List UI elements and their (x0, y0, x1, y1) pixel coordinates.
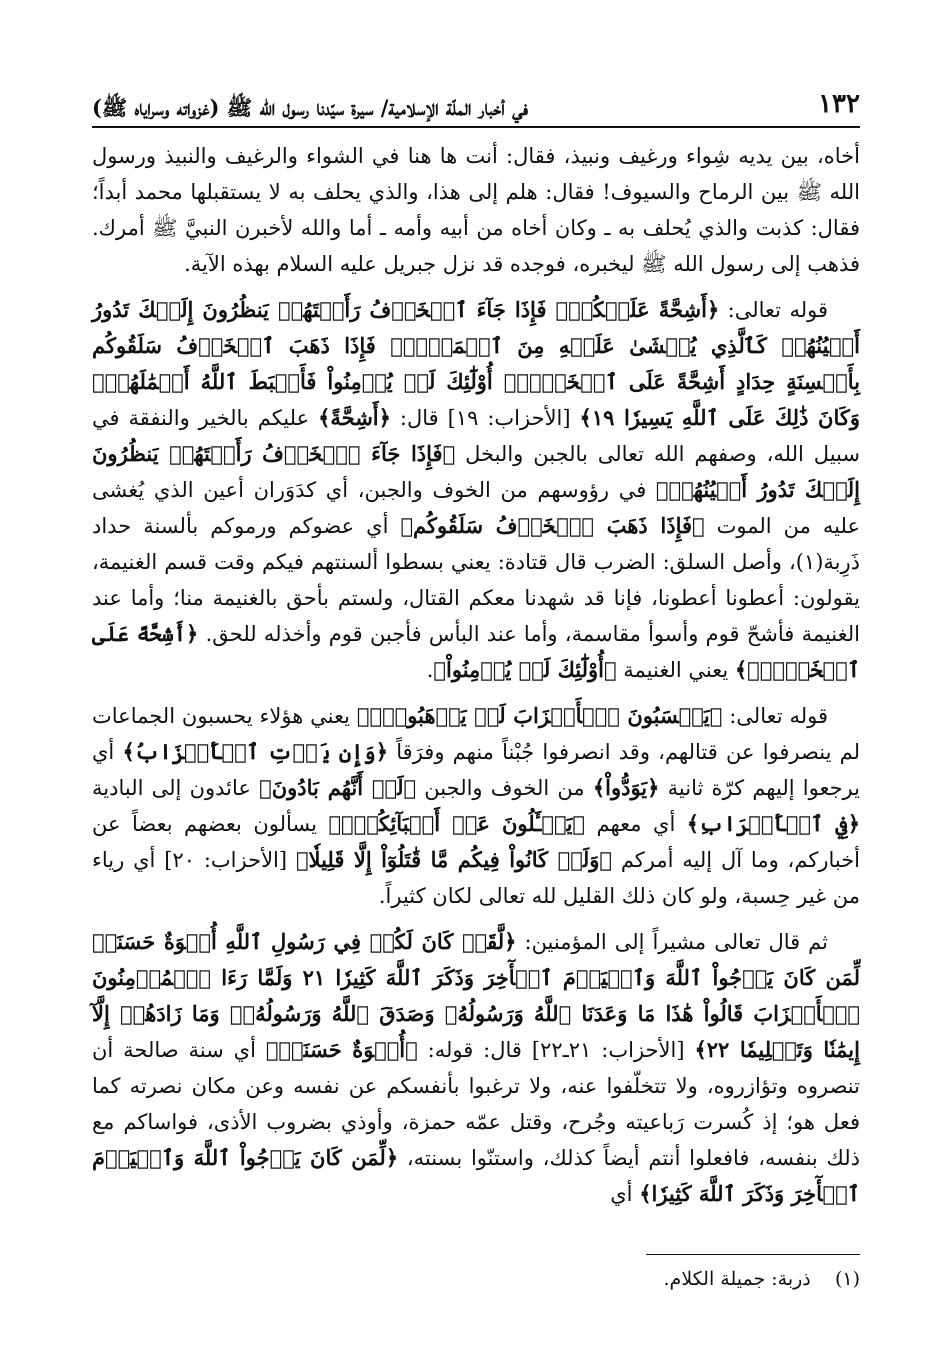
text-run: أي سنة صالحة أن تنصروه وتؤازروه، ولا تتخلّفوا عنه، ولا ترغبوا بأنفسكم عن نفسه وعن مكان نصرته كما فعل هو؛ إذ كُسرت رَباعيته وجُرح، وقتل عمّه حمزة، وأوذي بضروب الأذى، فواساكم مع ذلك بنفسه، فافعلوا أنتم أيضاً كذلك، واستنّوا بسنته، (92, 1038, 860, 1170)
text-run: ثم قال تعالى مشيراً إلى المؤمنين: (516, 930, 828, 954)
header-rule (92, 126, 860, 128)
footnote-rule (646, 1254, 860, 1255)
text-run: [الأحزاب: ٢١ـ٢٢] قال: قوله: (417, 1038, 695, 1062)
quran-quote: ﴿يَحۡسَبُونَ ٱلۡأَحۡزَابَ لَمۡ يَذۡهَبُواْۖ﴾ (356, 703, 723, 728)
page-number: ١٣٢ (818, 88, 860, 119)
quran-quote: ﴿أَشِحَّةً﴾ (318, 405, 391, 430)
text-run: [الأحزاب: ٢٠] أي رياء من غير حِسبة، ولو كان ذلك القليل لله تعالى لكان كثيراً. (92, 848, 860, 908)
footnote-number: (١) (834, 1268, 860, 1290)
footnote-text: ذربة: جميلة الكلام. (663, 1268, 811, 1290)
quran-quote: ﴿أُوْلَٰٓئِكَ لَمۡ يُؤۡمِنُواْ﴾ (433, 657, 617, 682)
text-run: . (426, 658, 434, 682)
text-run: قوله تعالى: (719, 298, 828, 322)
quran-quote: ﴿يَسۡـَٔلُونَ عَنۡ أَنۢبَآئِكُمۡۖ﴾ (328, 811, 586, 836)
quran-quote: ﴿فَإِذَا ذَهَبَ ٱلۡخَوۡفُ سَلَقُوكُم﴾ (400, 513, 705, 538)
running-title: في أخبار الملّة الإسلامية/ سيرة سيّدنا رسول الله ﷺ (غزواته وسراياه ﷺ) (92, 94, 529, 120)
text-run: قوله تعالى: (722, 704, 828, 728)
text-run: عائدون إلى البادية (92, 776, 260, 800)
text-run: أي (610, 1182, 640, 1206)
quran-quote: ﴿وَلَوۡ كَانُواْ فِيكُم مَّا قَٰتَلُوٓاْ إِلَّا قَلِيلٗا﴾ (295, 847, 612, 872)
page-header (92, 78, 860, 120)
quran-quote: ﴿لِّمَن كَانَ يَرۡجُواْ ٱللَّهَ وَٱلۡيَوۡمَ ٱلۡأٓخِرَ وَذَكَرَ ٱللَّهَ كَثِيرٗا﴾ (92, 1145, 860, 1206)
quran-quote: ﴿فَإِذَا جَآءَ ٱلۡخَوۡفُ رَأَيۡتَهُمۡ يَنظُرُونَ إِلَيۡكَ تَدُورُ أَعۡيُنُهُمۡ﴾ (92, 441, 860, 502)
text-run: يعني هؤلاء يحسبون الجماعات لم ينصرفوا عن قتالهم، وقد انصرفوا جُبْناً منهم وفرَقاً (92, 704, 860, 764)
text-run: أخاه، بين يديه شِواء ورغيف ونبيذ، فقال: أنت ها هنا في الشواء والرغيف والنبيذ ورسول الله ﷺ بين الرماح والسيوف! فقال: هلم إلى هذا، والذي يحلف به لا يستقبلها محمد أبداً؛ فقال: كذبت والذي يُحلف به ـ وكان أخاه من أبيه وأمه ـ أما والله لأخبرن النبيَّ ﷺ أمرك. فذهب إلى رسول الله ﷺ ليخبره، فوجده قد نزل جبريل عليه السلام بهذه الآية. (92, 144, 860, 276)
quran-quote: ﴿أَشِحَّةً عَلَيۡكُمۡۖ فَإِذَا جَآءَ ٱلۡخَوۡفُ رَأَيۡتَهُمۡ يَنظُرُونَ إِلَيۡكَ تَدُورُ أَعۡيُنُهُمۡ كَٱلَّذِي يُغۡشَىٰ عَلَيۡهِ مِنَ ٱلۡمَوۡتِۖ فَإِذَا ذَهَبَ ٱلۡخَوۡفُ سَلَقُوكُم بِأَلۡسِنَةٍ حِدَادٍ أَشِحَّةً عَلَى ٱلۡخَيۡرِۚ أُوْلَٰٓئِكَ لَمۡ يُؤۡمِنُواْ فَأَحۡبَطَ ٱللَّهُ أَعۡمَٰلَهُمۡۚ وَكَانَ ذَٰلِكَ عَلَى ٱللَّهِ يَسِيرٗا ١٩﴾ (92, 297, 860, 430)
body-text (92, 138, 860, 1212)
paragraph (92, 138, 860, 282)
paragraph (92, 924, 860, 1212)
text-run: أي يرجعوا إليهم كرّة ثانية (92, 740, 860, 800)
quran-quote: ﴿وَإِن يَأۡتِ ٱلۡأَحۡزَابُ﴾ (122, 739, 389, 764)
quran-quote: ﴿أُسۡوَةٌ حَسَنَةٞ﴾ (265, 1037, 418, 1062)
paragraph (92, 292, 860, 688)
text-run: في رؤوسهم من الخوف والجبن، أي كدَوَران أعين الذي يُغشى عليه من الموت (92, 478, 860, 538)
paragraph (92, 698, 860, 914)
text-run: أي عضوكم ورموكم بألسنة حداد ذَرِبة(١)، وأصل السلق: الضرب قال قتادة: يعني بسطوا ألسنتهم فيكم وقت قسم الغنيمة، يقولون: أعطونا أعطونا، فإنا قد شهدنا معكم القتال، ولستم بأحق بالغنيمة منا؛ وأما عند الغنيمة فأشحّ قوم وأسوأ مقاسمة، وأما عند البأس فأجبن قوم وأخذله للحق. (92, 514, 861, 646)
quran-quote: ﴿لَوۡ أَنَّهُم بَادُونَ﴾ (259, 775, 417, 800)
quran-quote: ﴿لَّقَدۡ كَانَ لَكُمۡ فِي رَسُولِ ٱللَّهِ أُسۡوَةٌ حَسَنَةٞ لِّمَن كَانَ يَرۡجُواْ ٱللَّهَ وَٱلۡيَوۡمَ ٱلۡأٓخِرَ وَذَكَرَ ٱللَّهَ كَثِيرٗا ٢١ وَلَمَّا رَءَا ٱلۡمُؤۡمِنُونَ ٱلۡأَحۡزَابَ قَالُواْ هَٰذَا مَا وَعَدَنَا ٱللَّهُ وَرَسُولُهُۥ وَصَدَقَ ٱللَّهُ وَرَسُولُهُۥۚ وَمَا زَادَهُمۡ إِلَّآ إِيمَٰنٗا وَتَسۡلِيمٗا ٢٢﴾ (92, 929, 860, 1062)
quran-quote: ﴿فِي ٱلۡأَعۡرَابِ﴾ (686, 811, 860, 836)
quran-quote: ﴿أَشِحَّةً عَلَى ٱلۡخَيۡرِۚ﴾ (92, 621, 860, 682)
text-run: [الأحزاب: ١٩] قال: (390, 406, 580, 430)
book-page (92, 78, 860, 1328)
text-run: من الخوف والجبن (416, 776, 593, 800)
text-run: أي معهم (585, 812, 687, 836)
quran-quote: ﴿يَوَدُّواْ﴾ (592, 775, 660, 800)
text-run: يسألون بعضهم بعضاً عن أخباركم، وما آل إليه أمركم (92, 812, 861, 872)
text-run: عليكم بالخير والنفقة في سبيل الله، وصفهم الله تعالى بالجبن والبخل (92, 406, 860, 466)
footnote (664, 1266, 860, 1292)
text-run: يعني الغنيمة (616, 658, 735, 682)
